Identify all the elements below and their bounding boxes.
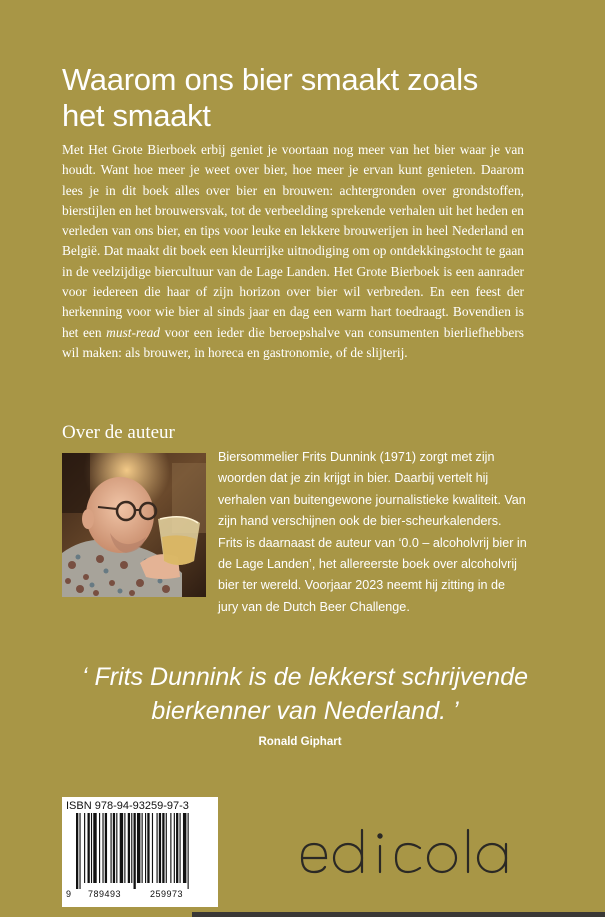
barcode-bar	[113, 813, 115, 883]
barcode-bar	[116, 813, 117, 883]
intro-paragraph	[62, 140, 524, 363]
barcode-bar	[93, 813, 96, 883]
edicola-logo-icon	[296, 820, 536, 880]
barcode-bar	[142, 813, 143, 883]
barcode-bar	[124, 813, 125, 883]
author-photo-image	[62, 453, 206, 597]
barcode-bars	[62, 813, 218, 889]
author-bio: Biersommelier Frits Dunnink (1971) zorgt met zijn woorden dat je zin krijgt in bier. Daarbij vertelt hij verhalen van buitengewone journalistieke kwaliteit. Van zijn hand verschijnen ook de bier-scheurkalenders. Frits is daarnaast de auteur van ‘0.0 – alcoholvrij bier in de Lage Landen’, het allereerste boek over alcoholvrij bier ter wereld. Voorjaar 2023 neemt hij zitting in de jury van de Dutch Beer Challenge.	[218, 450, 527, 614]
barcode-bar	[159, 813, 161, 883]
publisher-logo-text	[536, 820, 537, 821]
barcode-bar	[76, 813, 78, 889]
barcode-bar	[134, 813, 136, 889]
isbn-label: ISBN 978-94-93259-97-3	[66, 800, 189, 812]
bottom-bar	[192, 912, 605, 917]
quote-open-mark: ‘	[81, 663, 88, 691]
quote-line-2: bierkenner van Nederland.	[151, 697, 447, 725]
barcode-bar	[84, 813, 85, 883]
barcode-bar	[88, 813, 90, 883]
barcode-bar	[157, 813, 158, 883]
intro-text-1: Met Het Grote Bierboek erbij geniet je voortaan nog meer van het bier waar je van houdt. Want hoe meer je weet over bier, hoe meer je ervan kunt genieten. Daarom lees je in dit boek alles over bier en brouwen: achtergronden over grondstoffen, bierstijlen en het brouwersvak, tot de verbeelding sprekende verhalen uit het heden en verleden van ons bier, en tips voor leuke en lekkere brouwerijen in heel Nederland en België. Dat maakt dit boek een kleurrijke uitnodiging om op ontdekkingstocht te gaan in de veelzijdige biercultuur van de Lage Landen. Het Grote Bierboek is een aanrader voor iedereen die haar of zijn horizon over bier wil verbreden. En een feest der herkenning voor wie bier al sinds jaar en dag een warm hart toedraagt. Bovendien is het een	[62, 142, 524, 340]
barcode-bar	[79, 813, 80, 889]
barcode-digits-left: 789493	[88, 889, 122, 899]
quote-close-mark: ’	[453, 697, 459, 725]
intro-emphasis: must-read	[106, 324, 160, 340]
barcode-bar	[137, 813, 140, 883]
barcode-bar	[174, 813, 175, 883]
barcode-bar	[147, 813, 149, 883]
publisher-logo	[296, 820, 536, 880]
barcode-bar	[170, 813, 171, 883]
title-line-2: het smaakt	[62, 98, 211, 133]
title-line-1: Waarom ons bier smaakt zoals	[62, 62, 478, 97]
barcode-bar	[128, 813, 130, 883]
author-heading: Over de auteur	[62, 422, 175, 443]
barcode-bar	[99, 813, 100, 883]
barcode-bar	[105, 813, 107, 883]
barcode-bar	[162, 813, 164, 883]
intro-text-2: voor een ieder die beroepshalve van consumenten bierliefhebbers wil maken: als brouwer, in horeca en gastronomie, of de slijterij.	[62, 324, 524, 360]
barcode-digits-right: 259973	[150, 889, 184, 899]
barcode-bar	[183, 813, 186, 883]
barcode-digit-first: 9	[66, 889, 72, 899]
book-title	[62, 62, 562, 134]
quote-line-1: Frits Dunnink is de lekkerst schrijvende	[94, 663, 528, 691]
barcode-bar	[102, 813, 103, 883]
barcode-bar	[152, 813, 153, 883]
barcode-bar	[131, 813, 132, 883]
barcode-bar	[188, 813, 189, 889]
barcode-bar	[166, 813, 167, 883]
barcode	[62, 797, 218, 907]
barcode-bar	[180, 813, 181, 883]
quote-author: Ronald Giphart	[258, 736, 342, 748]
barcode-bar	[111, 813, 112, 883]
barcode-bar	[145, 813, 146, 883]
author-photo	[62, 453, 206, 597]
barcode-bar	[176, 813, 178, 883]
barcode-bar	[91, 813, 92, 883]
barcode-bar	[120, 813, 123, 883]
quote	[40, 660, 570, 728]
